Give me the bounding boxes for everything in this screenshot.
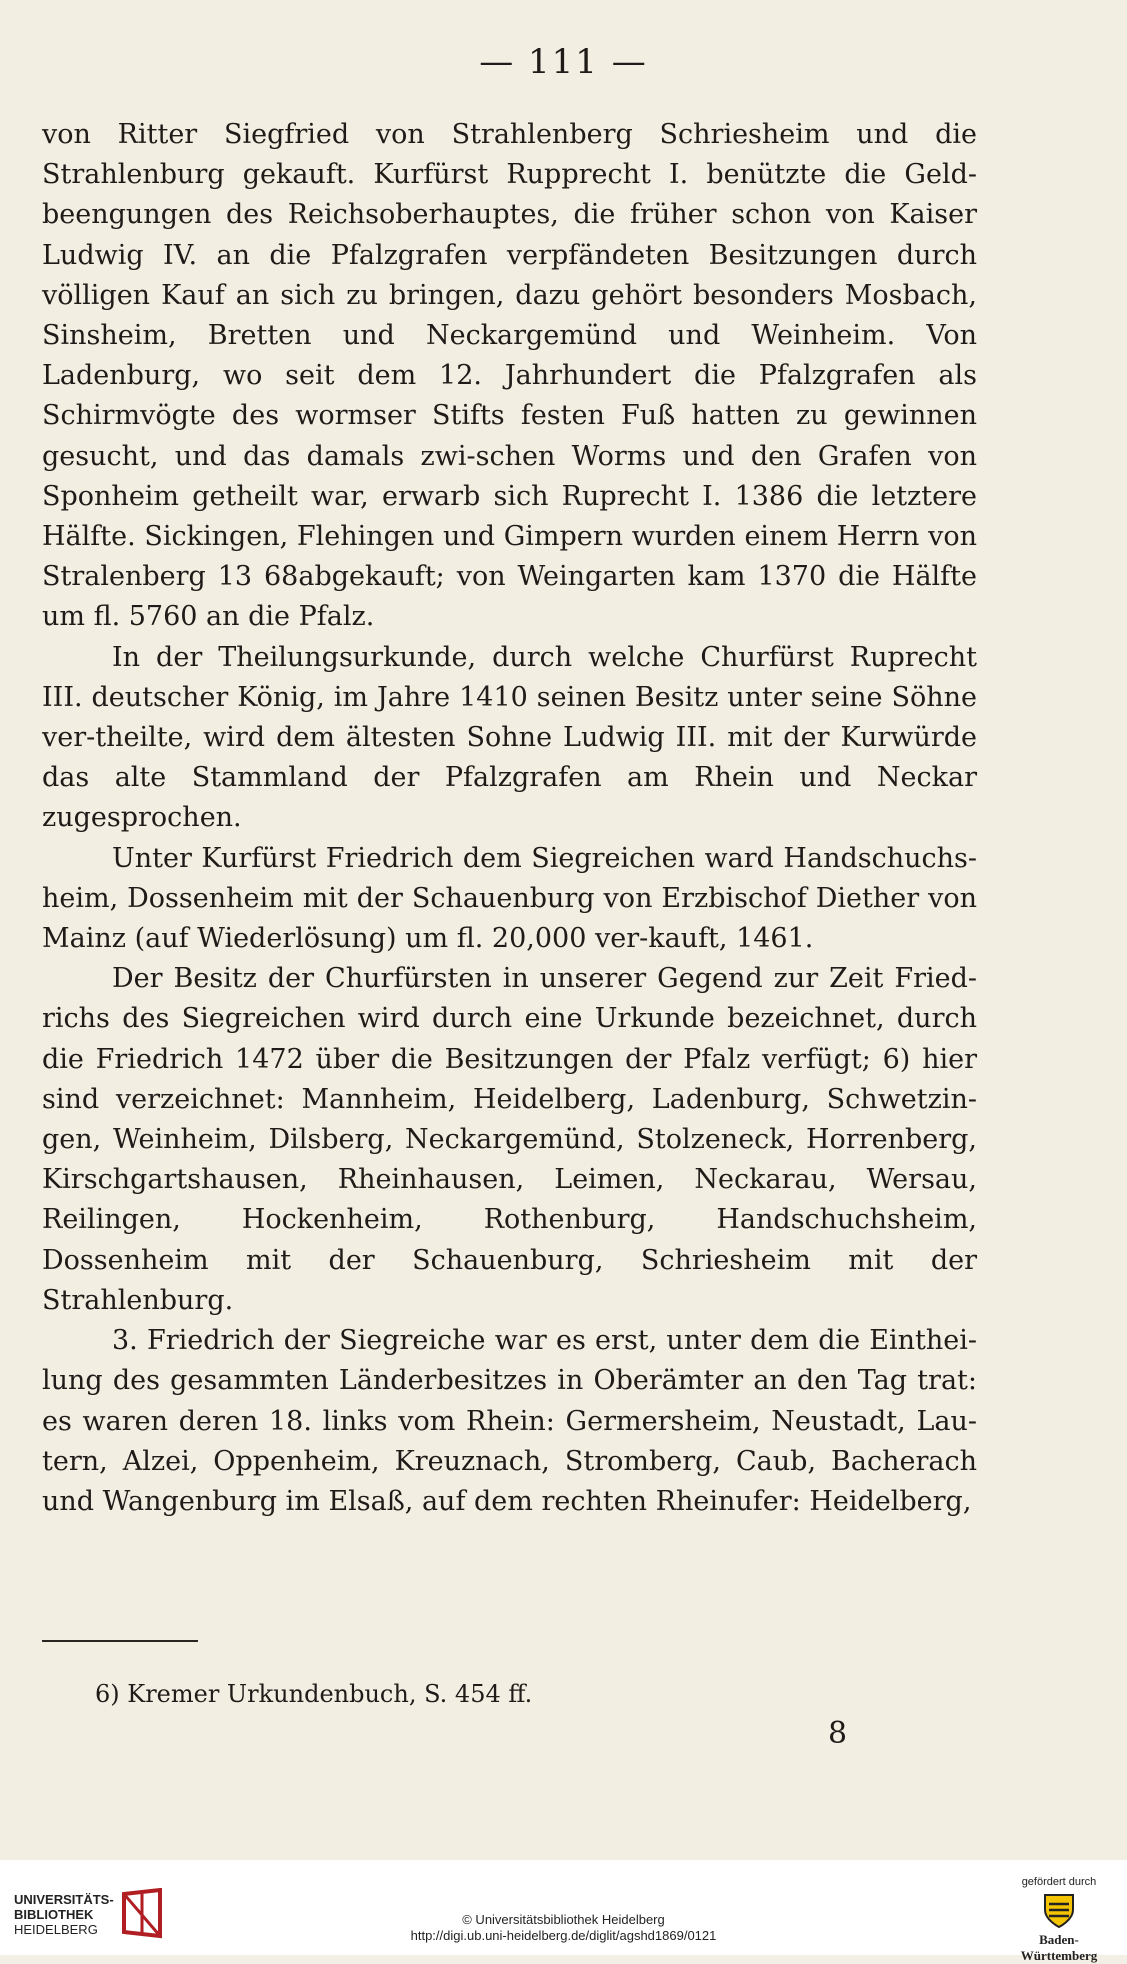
coat-of-arms-icon bbox=[1042, 1892, 1076, 1930]
source-url[interactable]: http://digi.ub.uni-heidelberg.de/diglit/agshd1869/0121 bbox=[410, 1928, 717, 1943]
body-text bbox=[42, 115, 977, 1522]
copyright-text: © Universitätsbibliothek Heidelberg bbox=[462, 1912, 665, 1927]
footnote: 6) Kremer Urkundenbuch, S. 454 ff. bbox=[95, 1680, 533, 1708]
signature-mark: 8 bbox=[828, 1716, 848, 1751]
footnote-rule bbox=[42, 1640, 198, 1642]
paragraph-2: In der Theilungsurkunde, durch welche Churfürst Ruprecht III. deutscher König, im Jahre 1410 seinen Besitz unter seine Söhne ver-theilte, wird dem ältesten Sohne Ludwig III. mit der Kurwürde das alte Stammland der Pfalzgrafen am Rhein und Neckar zugesprochen. bbox=[42, 641, 977, 834]
copyright-block bbox=[0, 1912, 1127, 1944]
paragraph-4: Der Besitz der Churfürsten in unserer Gegend zur Zeit Fried-richs des Siegreichen wird durch eine Urkunde bezeichnet, durch die Friedrich 1472 über die Besitzungen der Pfalz verfügt; 6) hier sind verzeichnet: Mannheim, Heidelberg, Ladenburg, Schwetzin-gen, Weinheim, Dilsberg, Neckargemünd, Stolzeneck, Horrenberg, Kirschgartshausen, Rheinhausen, Leimen, Neckarau, Wersau, Reilingen, Hockenheim, Rothenburg, Handschuchsheim, Dossenheim mit der Schauenburg, Schriesheim mit der Strahlenburg. bbox=[42, 963, 977, 1316]
sponsor-name: Baden-Württemberg bbox=[1020, 1932, 1098, 1963]
page-number: — 111 — bbox=[479, 42, 648, 82]
paragraph-5: 3. Friedrich der Siegreiche war es erst, unter dem die Einthei-lung des gesammten Länderbesitzes in Oberämter an den Tag trat: es waren deren 18. links vom Rhein: Germersheim, Neustadt, Lau-tern, Alzei, Oppenheim, Kreuznach, Stromberg, Caub, Bacherach und Wangenburg im Elsaß, auf dem rechten Rheinufer: Heidelberg, bbox=[42, 1325, 977, 1517]
library-logo-text: UNIVERSITÄTS- BIBLIOTHEK HEIDELBERG bbox=[14, 1891, 114, 1937]
sponsor-logo[interactable] bbox=[1009, 1876, 1109, 1964]
paragraph-3: Unter Kurfürst Friedrich dem Siegreichen ward Handschuchs-heim, Dossenheim mit der Schauenburg von Erzbischof Diether von Mainz (auf Wiederlösung) um fl. 20,000 ver-kauft, 1461. bbox=[42, 842, 977, 955]
paragraph-1: von Ritter Siegfried von Strahlenberg Schriesheim und die Strahlenburg gekauft. Kurfürst Rupprecht I. benützte die Geld-beengungen des Reichsoberhauptes, die früher schon von Kaiser Ludwig IV. an die Pfalzgrafen verpfändeten Besitzungen durch völligen Kauf an sich zu bringen, dazu gehört besonders Mosbach, Sinsheim, Bretten und Neckargemünd und Weinheim. Von Ladenburg, wo seit dem 12. Jahrhundert die Pfalzgrafen als Schirmvögte des wormser Stifts festen Fuß hatten zu gewinnen gesucht, und das damals zwi-schen Worms und den Grafen von Sponheim getheilt war, erwarb sich Ruprecht I. 1386 die letztere Hälfte. Sickingen, Flehingen und Gimpern wurden einem Herrn von Stralenberg 13 68abgekauft; von Weingarten kam 1370 die Hälfte um fl. 5760 an die Pfalz. bbox=[42, 119, 977, 633]
sponsor-label: gefördert durch bbox=[1021, 1876, 1097, 1888]
